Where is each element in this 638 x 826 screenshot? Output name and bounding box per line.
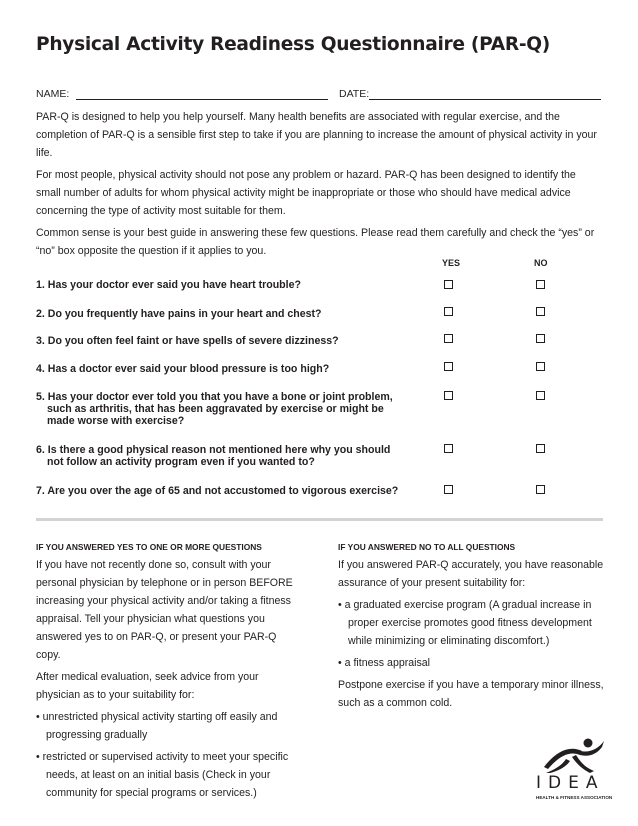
q1-yes-checkbox[interactable]: [444, 280, 453, 289]
question-number: 7.: [36, 485, 45, 497]
q2-yes-checkbox[interactable]: [444, 307, 453, 316]
date-field[interactable]: [369, 99, 601, 100]
question-text: Do you frequently have pains in your heart and chest?: [47, 308, 322, 320]
question-text: Has your doctor ever said you have heart trouble?: [47, 279, 301, 291]
yes-section-paragraph-1: If you have not recently done so, consult with your personal physician by telephone or in person BEFORE increasing your physical activity and/or taking a fitness appraisal. Tell your physician what questions you answered yes to on PAR-Q, or present your PAR-Q copy.: [36, 559, 293, 661]
question-5: [36, 391, 396, 427]
q5-yes-checkbox[interactable]: [444, 391, 453, 400]
logo-tagline: HEALTH & FITNESS ASSOCIATION: [536, 795, 613, 800]
question-text: Is there a good physical reason not mentioned here why you should not follow an activity program even if you wanted to?: [47, 444, 391, 468]
no-column-header: NO: [534, 258, 548, 268]
q1-no-checkbox[interactable]: [536, 280, 545, 289]
q3-no-checkbox[interactable]: [536, 334, 545, 343]
question-4: [36, 363, 416, 375]
q6-yes-checkbox[interactable]: [444, 444, 453, 453]
question-text: Has a doctor ever said your blood pressure is too high?: [47, 363, 330, 375]
date-label: DATE:: [339, 88, 370, 100]
q5-no-checkbox[interactable]: [536, 391, 545, 400]
section-divider: [36, 518, 603, 521]
question-7: [36, 485, 436, 497]
yes-section-bullet-1: • unrestricted physical activity starting off easily and progressing gradually: [36, 711, 278, 741]
q6-no-checkbox[interactable]: [536, 444, 545, 453]
q7-yes-checkbox[interactable]: [444, 485, 453, 494]
question-3: [36, 335, 416, 347]
question-2: [36, 308, 416, 320]
yes-section-heading: IF YOU ANSWERED YES TO ONE OR MORE QUESTIONS: [36, 542, 262, 552]
question-number: 3.: [36, 335, 45, 347]
idea-logo: [536, 737, 613, 805]
yes-section: [36, 556, 296, 806]
no-section-heading: IF YOU ANSWERED NO TO ALL QUESTIONS: [338, 542, 516, 552]
yes-column-header: YES: [442, 258, 461, 268]
name-label: NAME:: [36, 88, 70, 100]
no-section: [338, 556, 604, 716]
q4-no-checkbox[interactable]: [536, 362, 545, 371]
question-text: Do you often feel faint or have spells of severe dizziness?: [47, 335, 339, 347]
q4-yes-checkbox[interactable]: [444, 362, 453, 371]
running-figure-icon: [536, 737, 606, 775]
intro-paragraph-1: PAR-Q is designed to help you help yourself. Many health benefits are associated with regular exercise, and the completion of PAR-Q is a sensible first step to take if you are planning to increase the amount of physical activity in your life.: [36, 111, 597, 159]
question-text: Are you over the age of 65 and not accustomed to vigorous exercise?: [47, 485, 399, 497]
question-number: 5.: [36, 391, 45, 403]
question-1: [36, 279, 416, 291]
q7-no-checkbox[interactable]: [536, 485, 545, 494]
no-section-paragraph-1: If you answered PAR-Q accurately, you have reasonable assurance of your present suitability for:: [338, 559, 604, 589]
yes-section-bullet-2: • restricted or supervised activity to meet your specific needs, at least on an initial basis (Check in your community for special programs or services.): [36, 751, 289, 799]
q3-yes-checkbox[interactable]: [444, 334, 453, 343]
question-text: Has your doctor ever told you that you have a bone or joint problem, such as arthritis, that has been aggravated by exercise or might be made worse with exercise?: [47, 391, 393, 427]
no-section-bullet-1: • a graduated exercise program (A gradual increase in proper exercise promotes good fitness development while minimizing or eliminating discomfort.): [338, 599, 592, 647]
logo-wordmark: IDEA: [536, 773, 605, 793]
yes-section-paragraph-2: After medical evaluation, seek advice from your physician as to your suitability for:: [36, 671, 259, 701]
page-title: Physical Activity Readiness Questionnaire (PAR-Q): [36, 34, 550, 55]
question-number: 2.: [36, 308, 45, 320]
question-number: 6.: [36, 444, 45, 456]
question-number: 4.: [36, 363, 45, 375]
question-number: 1.: [36, 279, 45, 291]
q2-no-checkbox[interactable]: [536, 307, 545, 316]
intro-paragraph-3: Common sense is your best guide in answering these few questions. Please read them carefully and check the “yes” or “no” box opposite the question if it applies to you.: [36, 227, 595, 257]
intro-paragraph-2: For most people, physical activity should not pose any problem or hazard. PAR-Q has been designed to identify the small number of adults for whom physical activity might be inappropriate or those who should have medical advice concerning the type of activity most suitable for them.: [36, 169, 576, 217]
question-6: [36, 444, 396, 468]
name-field[interactable]: [76, 99, 328, 100]
no-section-paragraph-2: Postpone exercise if you have a temporary minor illness, such as a common cold.: [338, 679, 604, 709]
intro-text: [36, 108, 603, 264]
no-section-bullet-2: • a fitness appraisal: [338, 657, 431, 669]
